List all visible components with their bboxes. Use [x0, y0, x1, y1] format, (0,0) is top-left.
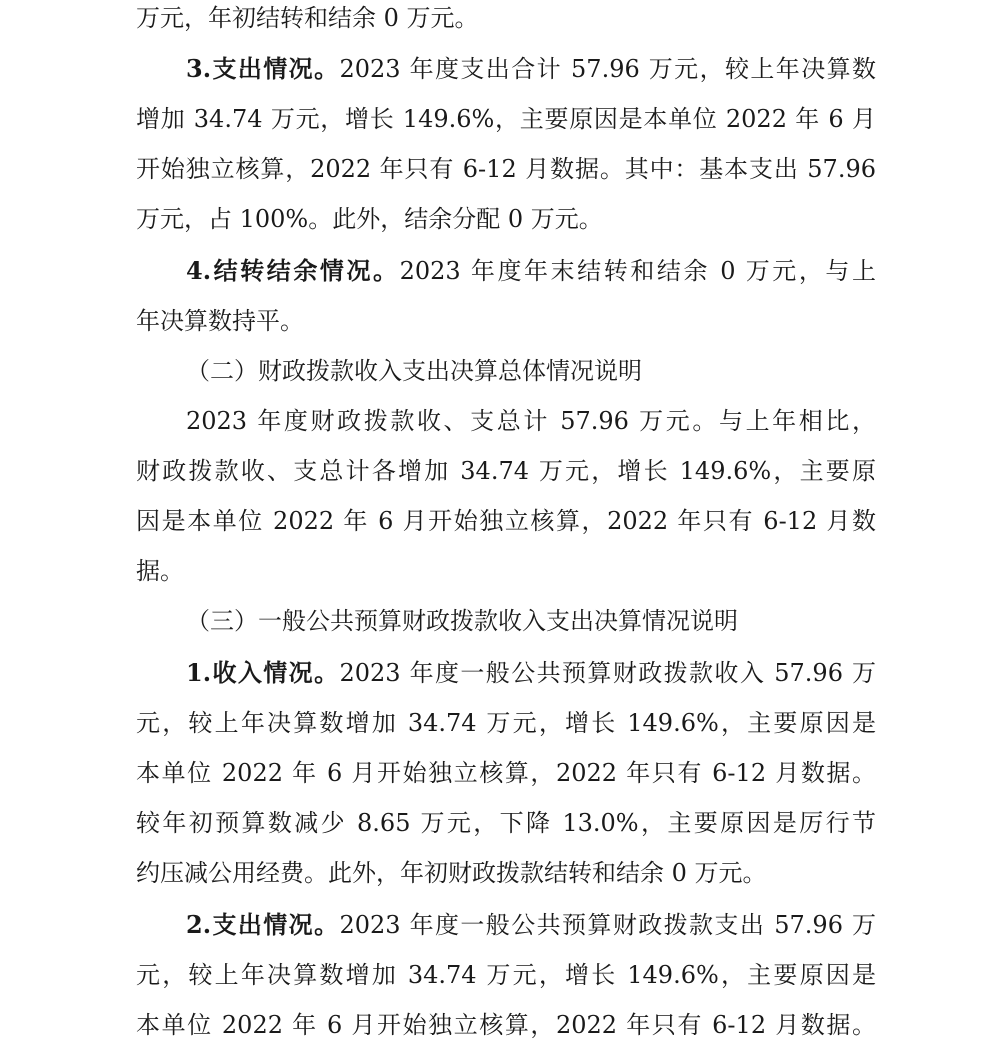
text-line: 增加 34.74 万元，增长 149.6%，主要原因是本单位 2022 年 6 月 — [136, 105, 876, 133]
text-span: 2023 年度支出合计 57.96 万元，较上年决算数 — [339, 55, 877, 83]
text-line: 因是本单位 2022 年 6 月开始独立核算，2022 年只有 6-12 月数 — [136, 507, 876, 535]
text-span: 2023 年度一般公共预算财政拨款收入 57.96 万 — [339, 659, 877, 687]
paragraph-expenditure-2 — [186, 910, 876, 940]
text-line: 万元，年初结转和结余 0 万元。 — [136, 4, 479, 32]
text-line: 元，较上年决算数增加 34.74 万元，增长 149.6%，主要原因是 — [136, 961, 876, 989]
text-line: 据。 — [136, 557, 184, 585]
text-line: 本单位 2022 年 6 月开始独立核算，2022 年只有 6-12 月数据。 — [136, 759, 876, 787]
section-heading-income: 1.收入情况。 — [186, 658, 340, 687]
paragraph-carryover — [186, 256, 876, 286]
section-heading-carryover: 4.结转结余情况。 — [186, 256, 400, 285]
text-line: 财政拨款收、支总计各增加 34.74 万元，增长 149.6%，主要原 — [136, 457, 876, 485]
section-heading-expenditure-2: 2.支出情况。 — [186, 910, 340, 939]
text-line: 约压减公用经费。此外，年初财政拨款结转和结余 0 万元。 — [136, 859, 767, 887]
text-line: 2023 年度财政拨款收、支总计 57.96 万元。与上年相比， — [186, 407, 876, 435]
section-title-2: （二）财政拨款收入支出决算总体情况说明 — [186, 357, 642, 385]
text-line: 元，较上年决算数增加 34.74 万元，增长 149.6%，主要原因是 — [136, 709, 876, 737]
text-line: 年决算数持平。 — [136, 307, 304, 335]
text-span: 2023 年度年末结转和结余 0 万元，与上 — [399, 257, 876, 285]
text-line: 开始独立核算，2022 年只有 6-12 月数据。其中：基本支出 57.96 — [136, 155, 876, 183]
text-line: 本单位 2022 年 6 月开始独立核算，2022 年只有 6-12 月数据。 — [136, 1011, 876, 1039]
section-heading-expenditure: 3.支出情况。 — [186, 54, 340, 83]
text-line: 万元，占 100%。此外，结余分配 0 万元。 — [136, 205, 603, 233]
text-line: 较年初预算数减少 8.65 万元，下降 13.0%，主要原因是厉行节 — [136, 809, 876, 837]
section-title-3: （三）一般公共预算财政拨款收入支出决算情况说明 — [186, 607, 738, 635]
paragraph-income — [186, 658, 876, 688]
paragraph-expenditure — [186, 54, 876, 84]
text-span: 2023 年度一般公共预算财政拨款支出 57.96 万 — [339, 911, 877, 939]
